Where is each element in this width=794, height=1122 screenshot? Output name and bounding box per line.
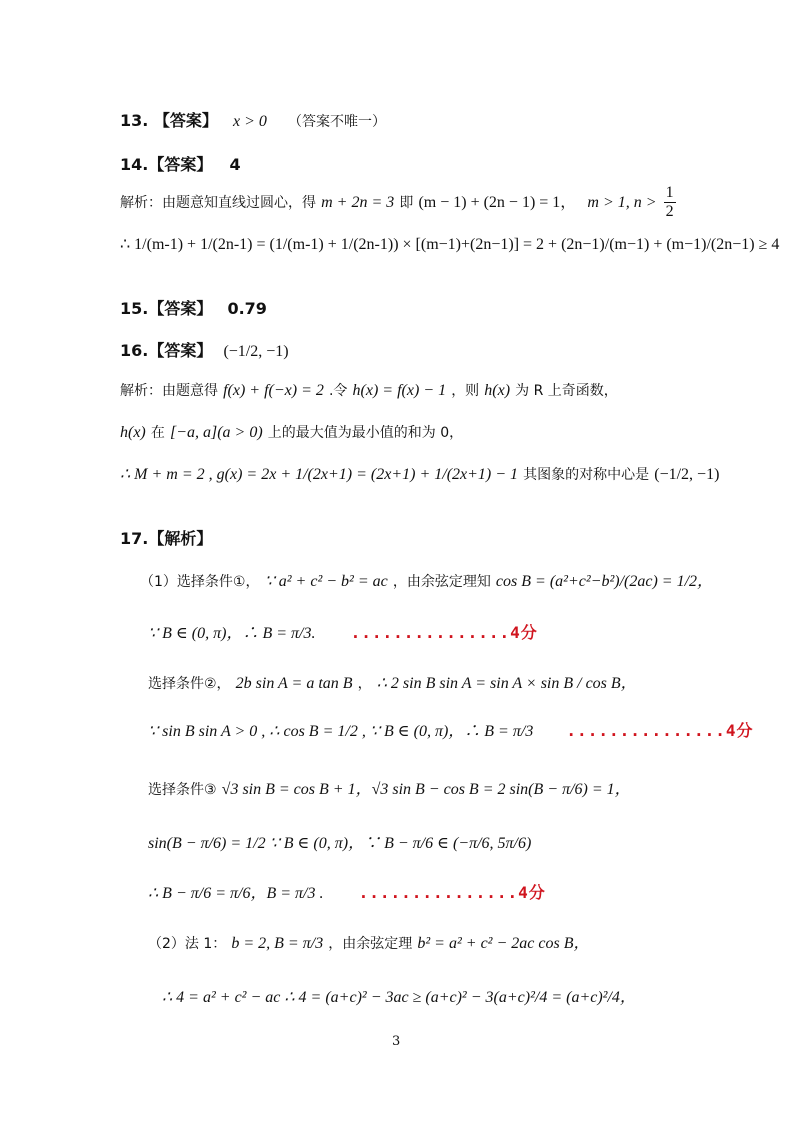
formula: ∵ a² + c² − b² = ac — [264, 573, 388, 590]
answer-heading: 14.【答案】 — [120, 155, 213, 174]
analysis-text: 其图象的对称中心是 — [523, 467, 650, 483]
formula: ∴ 4 = a² + c² − ac ∴ 4 = (a+c)² − 3ac ≥ (a+c)² − 3(a+c)²/4 = (a+c)²/4， — [162, 989, 636, 1006]
analysis-text: ，由余弦定理知 — [392, 574, 491, 590]
answer-value: 4 — [229, 155, 241, 174]
line-q14-analysis — [120, 184, 678, 221]
line-q17-1b — [148, 620, 538, 643]
formula: ∴ 1/(m-1) + 1/(2n-1) = (1/(m-1) + 1/(2n-1)) × [(m−1)+(2n−1)] = 2 + (2n−1)/(m−1) + (m−1)/(2n−1) ≥ 4 — [120, 236, 780, 253]
line-q17-2a — [148, 930, 589, 953]
formula: [−a, a](a > 0) — [169, 424, 263, 441]
line-q17-1f — [148, 830, 531, 853]
analysis-text: 选择条件③ — [148, 782, 217, 798]
formula: h(x) = f(x) − 1 — [352, 382, 447, 399]
answer-value: 0.79 — [227, 299, 267, 318]
analysis-text: （1）选择条件①， — [140, 574, 260, 590]
line-q17-1c — [148, 670, 637, 693]
line-q14-equation — [120, 234, 779, 254]
analysis-text: ，由余弦定理 — [328, 936, 413, 952]
score-mark: ...............4分 — [566, 721, 754, 740]
formula: (−1/2, −1) — [654, 466, 720, 483]
analysis-text: 在 — [150, 425, 165, 441]
formula: ∴ B − π/6 = π/6，B = π/3 . — [148, 885, 324, 902]
score-mark: ...............4分 — [358, 883, 546, 902]
formula: h(x) — [484, 382, 511, 399]
denominator: 2 — [665, 203, 674, 220]
answer-value: (−1/2, −1) — [223, 343, 289, 360]
line-q17 — [120, 526, 212, 549]
analysis-text: ， — [357, 676, 372, 692]
formula: m > 1, n > — [587, 194, 657, 211]
line-q16 — [120, 338, 289, 361]
formula: b = 2, B = π/3 — [231, 935, 324, 952]
answer-math: x > 0 — [233, 113, 267, 130]
formula: 2b sin A = a tan B — [235, 675, 353, 692]
page-number: 3 — [392, 1034, 401, 1049]
line-q17-1g — [148, 880, 546, 903]
formula: ∵ B ∈ (0, π)，∴ B = π/3. — [148, 625, 316, 642]
formula: ∴ M + m = 2 , g(x) = 2x + 1/(2x+1) = (2x+1) + 1/(2x+1) − 1 — [120, 466, 519, 483]
answer-heading: 17.【解析】 — [120, 529, 213, 548]
line-q16-analysis-1 — [120, 380, 618, 400]
analysis-text: ，则 — [451, 383, 480, 399]
formula: √3 sin B = cos B + 1，√3 sin B − cos B = 2 sin(B − π/6) = 1， — [221, 781, 631, 798]
analysis-text: 选择条件②， — [148, 676, 231, 692]
analysis-text: 解析：由题意得 — [120, 383, 218, 399]
score-mark: ...............4分 — [350, 623, 538, 642]
formula: (m − 1) + (2n − 1) = 1， — [418, 194, 577, 211]
analysis-text: （2）法 1： — [148, 936, 227, 952]
analysis-text: 解析：由题意知直线过圆心，得 — [120, 195, 316, 211]
analysis-text: 即 — [399, 195, 414, 211]
formula: h(x) — [120, 424, 146, 441]
analysis-text: 上的最大值为最小值的和为 0， — [267, 425, 464, 441]
line-q13 — [120, 108, 386, 131]
answer-heading: 16.【答案】 — [120, 341, 213, 360]
answer-note: （答案不唯一） — [288, 114, 387, 130]
line-q16-analysis-3 — [120, 464, 719, 484]
numerator: 1 — [665, 184, 674, 201]
formula: ∴ 2 sin B sin A = sin A × sin B / cos B， — [376, 675, 637, 692]
formula: m + 2n = 3 — [321, 194, 395, 211]
analysis-text: 为 R 上奇函数， — [515, 383, 618, 399]
line-q17-2b — [162, 984, 636, 1007]
answer-heading: 15.【答案】 — [120, 299, 213, 318]
analysis-text: .令 — [328, 383, 348, 399]
formula: f(x) + f(−x) = 2 — [223, 382, 324, 399]
line-q17-1e — [148, 776, 631, 799]
formula: b² = a² + c² − 2ac cos B， — [417, 935, 590, 952]
line-q14 — [120, 152, 241, 175]
fraction — [664, 184, 676, 221]
line-q17-1d — [148, 718, 754, 741]
formula: sin(B − π/6) = 1/2 ∵ B ∈ (0, π)，∵ B − π/6 ∈ (−π/6, 5π/6) — [148, 835, 532, 852]
answer-heading: 13. 【答案】 — [120, 111, 218, 130]
line-q17-1a — [140, 568, 713, 591]
formula: ∵ sin B sin A > 0 , ∴ cos B = 1/2 , ∵ B ∈ (0, π)，∴ B = π/3 — [148, 723, 534, 740]
line-q15 — [120, 296, 267, 319]
formula: cos B = (a²+c²−b²)/(2ac) = 1/2， — [495, 573, 714, 590]
line-q16-analysis-2 — [120, 422, 463, 442]
